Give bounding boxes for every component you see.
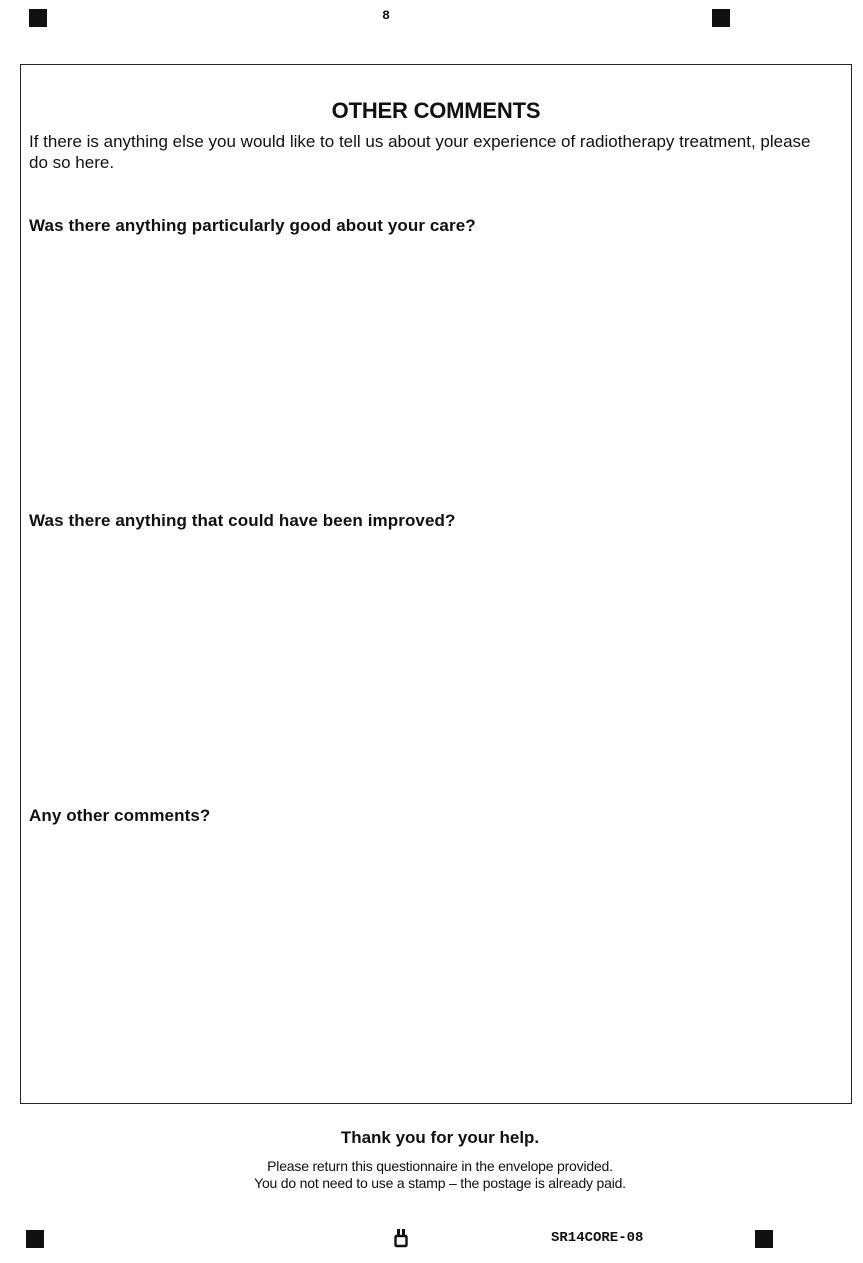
postage-note: You do not need to use a stamp – the postage is already paid. — [254, 1175, 626, 1191]
question-improvements: Was there anything that could have been improved? — [29, 511, 456, 530]
question-good-care: Was there anything particularly good about your care? — [29, 216, 476, 235]
form-code: SR14CORE-08 — [551, 1230, 644, 1246]
answer-other-comments[interactable] — [29, 833, 845, 1097]
registration-mark-top-right — [712, 9, 730, 27]
comments-box — [20, 64, 852, 1104]
answer-improvements[interactable] — [29, 538, 845, 800]
scan-marker-icon — [394, 1228, 408, 1248]
page-number: 8 — [382, 8, 390, 23]
return-instruction: Please return this questionnaire in the envelope provided. — [267, 1158, 613, 1174]
section-intro: If there is anything else you would like to tell us about your experience of radiotherapy treatment, please do so here. — [29, 132, 811, 172]
answer-good-care[interactable] — [29, 243, 845, 505]
registration-mark-bottom-right — [755, 1230, 773, 1248]
section-title: OTHER COMMENTS — [331, 98, 541, 123]
question-other-comments: Any other comments? — [29, 806, 211, 825]
thank-you-message: Thank you for your help. — [340, 1128, 540, 1147]
registration-mark-bottom-left — [26, 1230, 44, 1248]
registration-mark-top-left — [29, 9, 47, 27]
